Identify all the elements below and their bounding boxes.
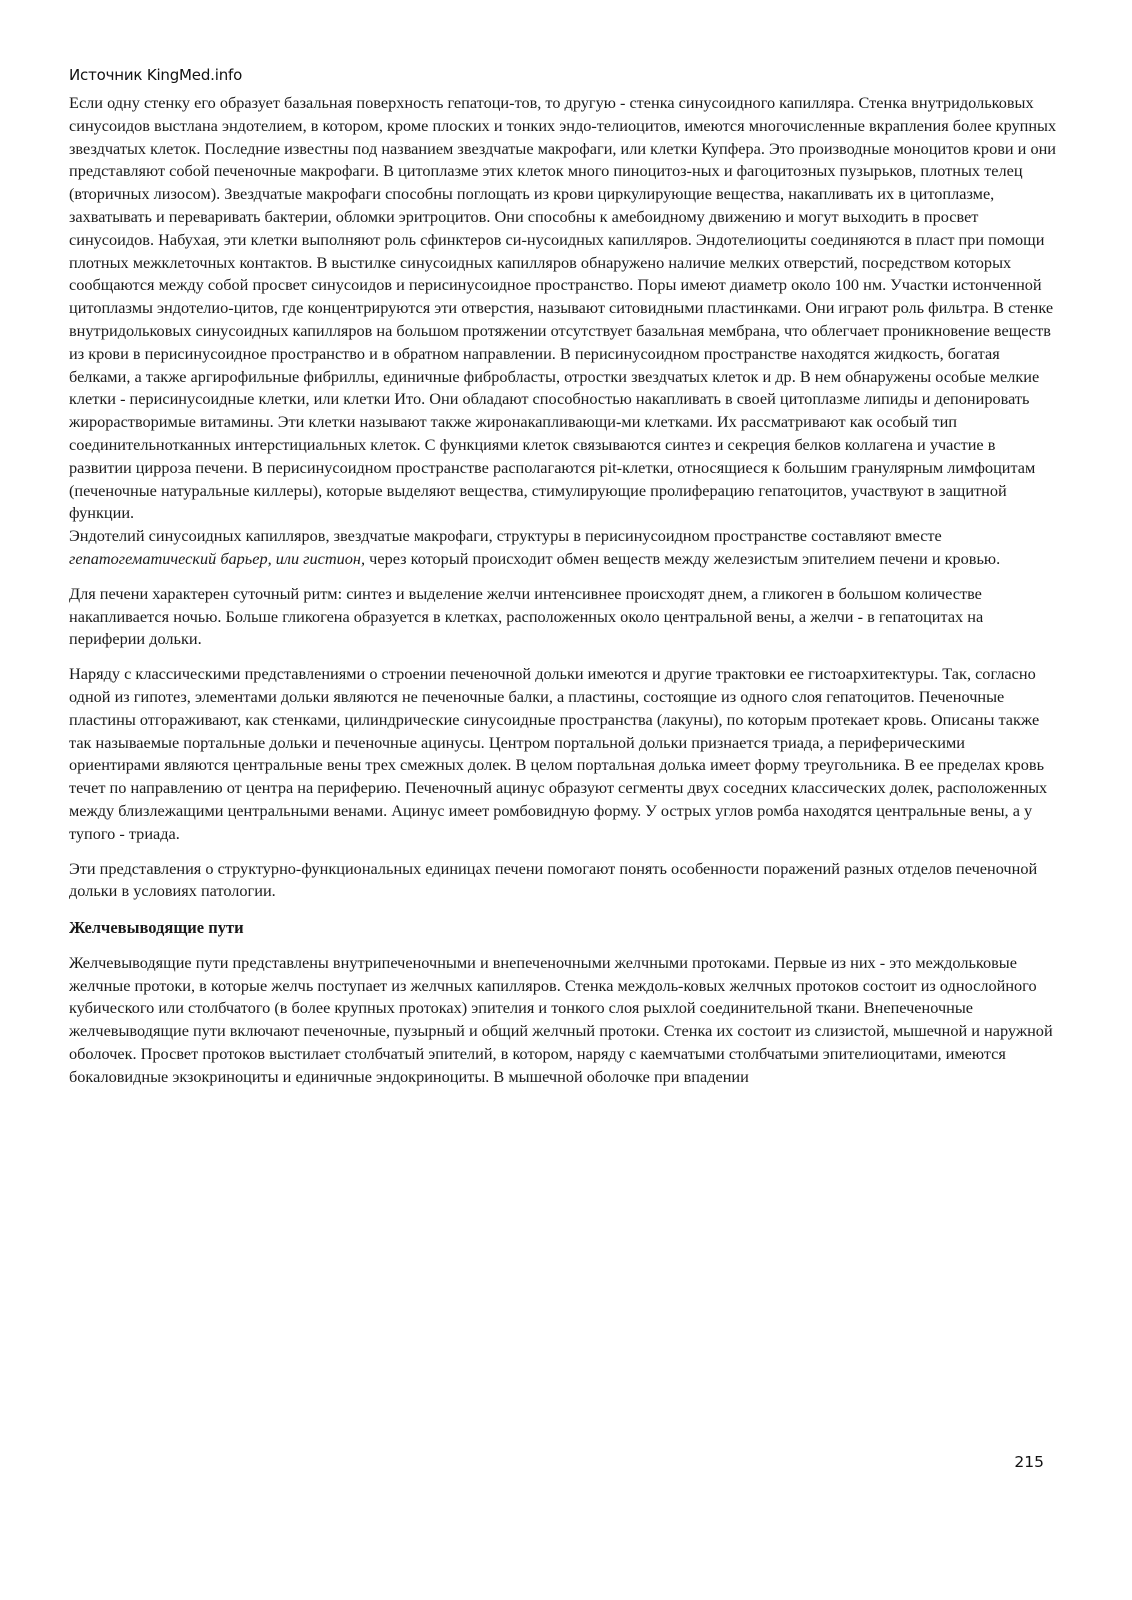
paragraph-lobule-models: Наряду с классическими представлениями о строении печеночной дольки имеются и другие трактовки ее гистоархитектуры. Так, согласно одной из гипотез, элементами дольки являются не печеночные балки, а пластины, состоящие из одного слоя гепатоцитов. Печеночные пластины отгораживают, как стенками, цилиндрические синусоидные пространства (лакуны), по которым протекает кровь. Описаны также так называемые портальные дольки и печеночные ацинусы. Центром портальной дольки признается триада, а периферическими ориентирами являются центральные вены трех смежных долек. В целом портальная долька имеет форму треугольника. В ее пределах кровь течет по направлению от центра на периферию. Печеночный ацинус образуют сегменты двух соседних классических долек, расположенных между близлежащими центральными венами. Ацинус имеет ромбовидную форму. У острых углов ромба находятся центральные вены, а у тупого - триада. <box>69 664 1048 843</box>
histion-text-after: через который происходит обмен веществ между железистым эпителием печени и кровью. <box>365 548 1001 568</box>
paragraph-histion <box>69 525 1059 571</box>
paragraph-sinusoids: Если одну стенку его образует базальная поверхность гепатоци-тов, то другую - стенка синусоидного капилляра. Стенка внутридольковых синусоидов выстлана эндотелием, в котором, кроме плоских и тонких эндо-телиоцитов, имеются многочисленные вкрапления более крупных звездчатых клеток. Последние известны под названием звездчатые макрофаги, или клетки Купфера. Это производные моноцитов крови и они представляют собой печеночные макрофаги. В цитоплазме этих клеток много пиноцитоз-ных и фагоцитозных пузырьков, плотных телец (вторичных лизосом). Звездчатые макрофаги способны поглощать из крови циркулирующие вещества, накапливать их в цитоплазме, захватывать и переваривать бактерии, обломки эритроцитов. Они способны к амебоидному движению и могут выходить в просвет синусоидов. Набухая, эти клетки выполняют роль сфинктеров си-нусоидных капилляров. Эндотелиоциты соединяются в пласт при помощи плотных межклеточных контактов. В выстилке синусоидных капилляров обнаружено наличие мелких отверстий, посредством которых сообщаются между собой просвет синусоидов и перисинусоидное пространство. Поры имеют диаметр около 100 нм. Участки истонченной цитоплазмы эндотелио-цитов, где концентрируются эти отверстия, называют ситовидными пластинками. Они играют роль фильтра. В стенке внутридольковых синусоидных капилляров на большом протяжении отсутствует базальная мембрана, что облегчает проникновение веществ из крови в перисинусоидное пространство и в обратном направлении. В перисинусоидном пространстве находятся жидкость, богатая белками, а также аргирофильные фибриллы, единичные фибробласты, отростки звездчатых клеток и др. В нем обнаружены особые мелкие клетки - перисинусоидные клетки, или клетки Ито. Они обладают способностью накапливать в своей цитоплазме липиды и депонировать жирорастворимые витамины. Эти клетки называют также жиронакапливающи-ми клетками. Их рассматривают как особый тип соединительнотканных интерстициальных клеток. С функциями клеток связываются синтез и секреция белков коллагена и участие в развитии цирроза печени. В перисинусоидном пространстве располагаются pit-клетки, относящиеся к большим гранулярным лимфоцитам (печеночные натуральные киллеры), которые выделяют вещества, стимулирующие пролиферацию гепатоцитов, участвуют в защитной функции. <box>69 93 1057 523</box>
page-number: 215 <box>1014 1453 1044 1471</box>
paragraph-circadian-rhythm: Для печени характерен суточный ритм: синтез и выделение желчи интенсивнее происходят днем, а гликоген в большом количестве накапливается ночью. Больше гликогена образуется в клетках, расположенных около центральной вены, а желчи - в гепатоцитах на периферии дольки. <box>69 583 984 649</box>
histion-text-before: Эндотелий синусоидных капилляров, звездчатые макрофаги, структуры в перисинусоидном пространстве составляют вместе <box>69 526 942 546</box>
paragraph-structural-units: Эти представления о структурно-функциональных единицах печени помогают понять особенности поражений разных отделов печеночной дольки в условиях патологии. <box>69 858 1038 901</box>
histion-term: гепатогематический барьер, или гистион, <box>69 548 366 568</box>
source-header: Источник KingMed.info <box>69 66 243 84</box>
paragraph-bile-ducts: Желчевыводящие пути представлены внутрипеченочными и внепеченочными желчными протоками. Первые из них - это междольковые желчные протоки, в которые желчь поступает из желчных капилляров. Стенка междоль-ковых желчных протоков состоит из однослойного кубического или столбчатого (в более крупных протоках) эпителия и тонкого слоя рыхлой соединительной ткани. Внепеченочные желчевыводящие пути включают печеночные, пузырный и общий желчный протоки. Стенка их состоит из слизистой, мышечной и наружной оболочек. Просвет протоков выстилает столбчатый эпителий, в котором, наряду с каемчатыми столбчатыми эпителиоцитами, имеются бокаловидные экзокриноциты и единичные эндокриноциты. В мышечной оболочке при впадении <box>69 952 1053 1086</box>
section-heading-bile-ducts: Желчевыводящие пути <box>69 918 244 938</box>
body-text <box>69 92 1059 1089</box>
